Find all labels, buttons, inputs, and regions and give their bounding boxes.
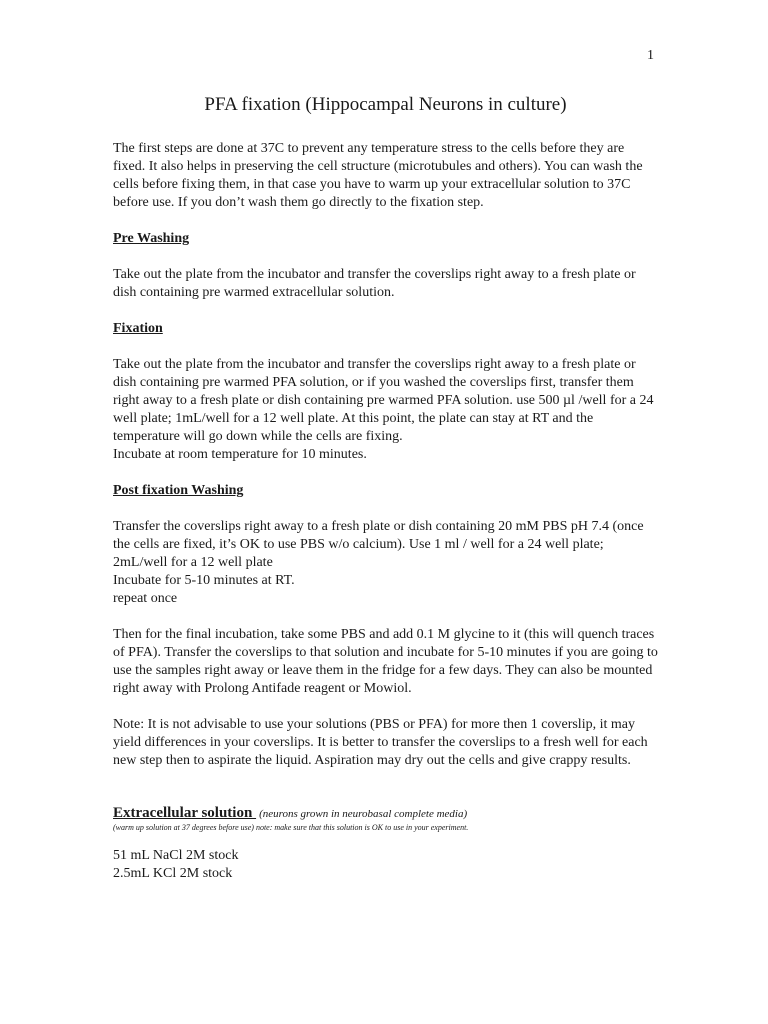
- pre-washing-heading: Pre Washing: [113, 231, 190, 246]
- fixation-heading: Fixation: [113, 321, 163, 336]
- list-item: 51 mL NaCl 2M stock: [113, 848, 239, 863]
- note-text: Note: It is not advisable to use your solutions (PBS or PFA) for more then 1 coverslip, it may yield differences in your coverslips. It is better to transfer the coverslips to a fresh well for each new step then to aspirate the liquid. Aspiration may dry out the cells and give crappy results.: [113, 717, 648, 768]
- fixation-text: [113, 356, 658, 464]
- list-item: 2.5mL KCl 2M stock: [113, 866, 233, 881]
- extracellular-heading: [113, 804, 658, 823]
- extracellular-small-note: (warm up solution at 37 degrees before use) note: make sure that this solution is OK to use in your experiment.: [113, 823, 469, 832]
- document-body: [113, 94, 658, 883]
- post-fixation-incubate: Incubate for 5-10 minutes at RT.: [113, 573, 295, 588]
- extracellular-section: [113, 804, 658, 883]
- fixation-instructions: Take out the plate from the incubator and transfer the coverslips right away to a fresh plate or dish containing pre warmed PFA solution, or if you washed the coverslips first, transfer them right away to a fresh plate or dish containing pre warmed PFA solution. use 500 µl /well for a 24 well plate; 1mL/well for a 12 well plate. At this point, the plate can stay at RT and the temperature will go down while the cells are fixing.: [113, 357, 654, 444]
- document-title: PFA fixation (Hippocampal Neurons in culture): [204, 94, 567, 115]
- extracellular-title: Extracellular solution: [113, 805, 257, 821]
- post-fixation-instructions: Transfer the coverslips right away to a fresh plate or dish containing 20 mM PBS pH 7.4 (once the cells are fixed, it’s OK to use PBS w/o calcium). Use 1 ml / well for a 24 well plate; 2mL/well for a 12 well plate: [113, 519, 644, 570]
- pre-washing-section: [113, 230, 658, 302]
- intro-paragraph: The first steps are done at 37C to prevent any temperature stress to the cells before they are fixed. It also helps in preserving the cell structure (microtubules and others). You can wash the cells before fixing them, in that case you have to warm up your extracellular solution to 37C before use. If you don’t wash them go directly to the fixation step.: [113, 141, 643, 210]
- fixation-section: [113, 320, 658, 464]
- post-fixation-text: [113, 518, 658, 608]
- final-incubation-text: Then for the final incubation, take some PBS and add 0.1 M glycine to it (this will quench traces of PFA). Transfer the coverslips to that solution and incubate for 5-10 minutes if you are going to use the samples right away or leave them in the fridge for a few days. They can also be mounted right away with Prolong Antifade reagent or Mowiol.: [113, 627, 658, 696]
- post-fixation-heading: Post fixation Washing: [113, 483, 244, 498]
- post-fixation-section: [113, 482, 658, 770]
- page-number: 1: [647, 48, 654, 63]
- extracellular-heading-note: (neurons grown in neurobasal complete media): [259, 808, 468, 820]
- fixation-incubate: Incubate at room temperature for 10 minutes.: [113, 447, 367, 462]
- post-fixation-repeat: repeat once: [113, 591, 178, 606]
- stock-list: [113, 847, 658, 883]
- pre-washing-text: Take out the plate from the incubator and transfer the coverslips right away to a fresh plate or dish containing pre warmed extracellular solution.: [113, 267, 636, 300]
